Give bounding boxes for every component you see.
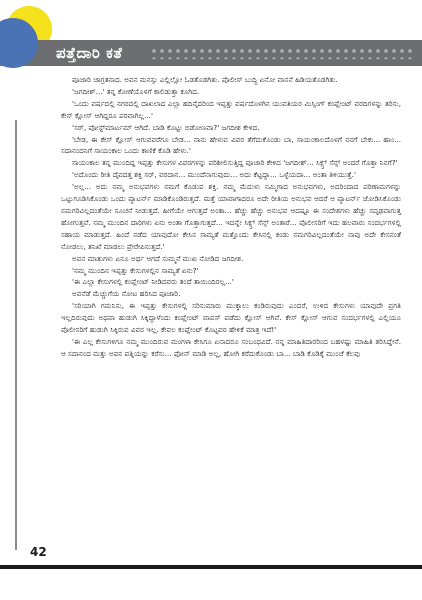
- paragraph: 'ಬೇಡ, ಈ ಕೇಸ್ ಕ್ಲೋಸ್ ಆಗುವವರೆಗೂ ಬೇಡ... ನಾನು ಹೇಳುವ ವಿವರ ತೆಗೆದುಕೊಂಡು ಬಾ, ಸಾಯಂಕಾಲದೊಳಗೆ ನನಗೆ ಬೇಕು... ಹಾಂ... ಸದಾನಂದನಿಗೆ ಸಾಯಂಕಾಲ ಒಂದು ಕಾಣಿಕೆ ಕೊಡಿ ಹೇಳು.': [61, 134, 401, 156]
- paragraph: ಸಾಯಂಕಾಲ ತನ್ನ ಮುಂದಿದ್ದ ಇಪ್ಪತ್ತು ಕೇಸುಗಳ ವಿವರಗಳನ್ನು ಪರಿಶೀಲಿಸುತ್ತಿದ್ದ ಪೂಜಾರಿ ಕೇಳಿದ 'ಜಗದೀಶ್... ಸಿಕ್ಸ್ತ್ ಸೆನ್ಸ್ ಅಂದರೆ ಗೊತ್ತಾ ನಿನಗೆ?': [72, 158, 398, 168]
- margin-rule: [15, 120, 17, 550]
- paragraph: 'ಜಗದೀಶ್...' ತನ್ನ ಕೋಣೆಯೊಳಗೆ ಕಾಲಿಡುತ್ತಾ ಕೂಗಿದ.: [72, 86, 200, 96]
- paragraph: 'ಒಂದು ವರ್ಷದಲ್ಲಿ ನಗರದಲ್ಲಿ ದಾಖಲಾದ ಎಲ್ಲಾ ಹದಿನೈದರಿಂದ ಇಪ್ಪತ್ತು ವರ್ಷದೊಳಗಿನ ಯುವತಿಯರ ಮಿಸ್ಸಿಂಗ್ ಕಂಪ್ಲೇಂಟ್ ವರದಿಗಳನ್ನು ತರಿಸು, ಕೇಸ್ ಕ್ಲೋಸ್ ಆಗಿದ್ದರೂ ಪರವಾಗಿಲ್ಲ...': [61, 98, 401, 120]
- paragraph: ಅವನ ಮಾತುಗಳು ಏನೂ ಅರ್ಥ ಆಗದೆ ಸುಮ್ಮನೆ ಮುಖ ನೋಡಿದ ಜಗದೀಶ.: [72, 253, 244, 263]
- paragraph: ಪೂಜಾರಿ ಜಾಗ್ರತನಾದ. ಅವನ ಮನಸ್ಸು ಎಲ್ಲಿಲ್ಲೋ ಓಡತೊಡಗಿತು. ಪೊಲೀಸ್ ಬುದ್ಧಿ ಏನೋ ವಾಸನೆ ಹಿಡಿಯತೊಡಗಿತು.: [72, 75, 338, 84]
- paragraph: 'ನಮ್ಮ ಮುಂದಿನ ಇಪ್ಪತ್ತು ಕೇಸುಗಳಲ್ಲಿನ ಸಾಮ್ಯತೆ ಏನು?': [72, 265, 199, 275]
- paragraph: 'ಅದೊಂದು ರೀತಿ ದೈವದತ್ತ ಶಕ್ತಿ ಸರ್, ವರದಾನ... ಮುಂದೆನಾಗುವುದು... ಅದು ಕೆಟ್ಟದ್ದಾ... ಒಳ್ಳೆಯದಾ... ಅಂತಾ ತಿಳಿಯುತ್ತೆ.': [72, 170, 356, 180]
- section-title: ಪತ್ತೆದಾರಿ ಕತೆ: [56, 44, 123, 62]
- paragraph: 'ಈ ಎಲ್ಲ ಕೇಸುಗಳಿಗೂ ನಮ್ಮ ಮುಂದಿರುವ ಮಂಗಳಾ ಕೇಸಿಗೂ ಏನಾದರೂ ಸಂಬಂಧವಿದೆ. ನನ್ನ ಮಾಹಿತಿದಾರರಿಂದ ಬಹಳಷ್ಟು ಮಾಹಿತಿ ತರಿಸಿದ್ದೇನೆ. ಆ ಸದಾನಂದ ಮತ್ತು ಅವನ ಪತ್ನಿಯನ್ನು ಕರೆಸು... ಫೋನ್ ಮಾಡಿ ಅಲ್ಲ, ಹೋಗಿ ಕರೆದುಕೊಂಡು ಬಾ... ಬಾಡಿ ಕೊಡಿಕ್ಕೆ ಮುಂಚೆ ಕೆಲವು: [61, 336, 401, 358]
- paragraph: ಅವನೆಡೆ ಮೆಚ್ಚುಗೆಯ ನೋಟ ಹರಿಸಿದ ಪೂಜಾರಿ.: [72, 289, 181, 299]
- paragraph: 'ಸರಿಯಾಗಿ ಗಮನಿಸು, ಈ ಇಪ್ಪತ್ತು ಕೇಸುಗಳಲ್ಲಿ ಸರಿಸುಮಾರು ಮುಕ್ಕಾಲು ಕಂಡಿರುವುದು ಎಂದರೆ, ಉಳಿದ ಕೇಸುಗಳು ಯಾವುದೇ ಪ್ರಗತಿ ಇಲ್ಲದಿರುವುದು ಅಥವಾ ಹುಡುಗಿ ಸಿಕ್ಕಿದ್ದಾಳೆಂದು ಕಂಪ್ಲೇಂಟ್ ವಾಪಸ್ ಪಡೆದು ಕ್ಲೋಸ್ ಆಗಿವೆ. ಕೇಸ್ ಕ್ಲೋಸ್ ಆಗುವ ಸಂದರ್ಭಗಳಲ್ಲಿ ಎಲ್ಲಿಯೂ ಪೊಲೀಸರಿಗೆ ಹುಡುಗಿ ಸಿಕ್ಕಿರುವ ವಿವರ ಇಲ್ಲ. ಕೇವಲ ಕಂಪ್ಲೇಂಟ್ ಕೊಟ್ಟವರ ಹೇಳಿಕೆ ಮಾತ್ರ ಇದೆ!': [61, 301, 401, 335]
- dotted-pattern-decoration: [150, 47, 416, 59]
- page-number: 42: [30, 545, 47, 559]
- footer-rule: [0, 565, 422, 569]
- story-text: [61, 74, 401, 360]
- paragraph: 'ಅಲ್ಲ... ಅದು ನಮ್ಮ ಅನುಭವಗಳು ನಮಗೆ ಕೊಡುವ ಶಕ್ತಿ. ನಮ್ಮ ಮೆದುಳು ನಮ್ಮಿಗಾದ ಅನುಭವಗಳು, ಅದರಿಂದಾದ ಪರಿಣಾಮಗಳನ್ನು ಒಟ್ಟುಗೂಡಿಸಿಕೊಂಡು ಒಂದು ಪ್ಯಾಟರ್ನ್ ಮಾಡಿಕೊಂಡಿರುತ್ತದೆ. ಮತ್ತೆ ಯಾವಾಗಾದರೂ ಅದೇ ರೀತಿಯ ಅನುಭವ ಆದರೆ ಆ ಪ್ಯಾಟರ್ನ್ ಜೋಡಿಸಿಕೊಂಡು ನಮಗರಿವಿಲ್ಲದಂತೆಯೇ ಸೂಚನೆ ನೀಡುತ್ತದೆ. ಹೀಗೆಯೇ ಆಗುತ್ತದೆ ಅಂತಾ... ಹೆಚ್ಚು ಹೆಚ್ಚು ಅನುಭವ ಆದಷ್ಟೂ ಈ ಸಂದೇಶಗಳು ಹೆಚ್ಚು ಸದೃಢವಾಗುತ್ತ ಹೋಗುತ್ತವೆ. ನಮ್ಮ ಮುಂದಿನ ದಾರಿಗಳು ಏನು ಅಂತಾ ಗೊತ್ತಾಗುತ್ತದೆ... ಇದನ್ನೇ ಸಿಕ್ಸ್ತ್ ಸೆನ್ಸ್ ಅಂತಾರೆ... ಪೊಲೀಸರಿಗೆ ಇದು ಹಲವಾರು ಸಂದರ್ಭಗಳಲ್ಲಿ ಸಹಾಯ ಮಾಡುತ್ತದೆ. ಹಿಂದೆ ನಡೆದ ಯಾವುದೋ ಕೇಸಿನ ಸಾಮ್ಯತೆ ಮತ್ತೊಂದು ಕೇಸಿನಲ್ಲಿ ಕಂಡು ನಮಗರಿವಿಲ್ಲದಂತೆಯೇ ನಾವು ಅದೇ ಕೇಸನಂತೆ ನೋಡಲು, ತನಿಖೆ ಮಾಡಲು ಪ್ರೇರೇಪಿಸುತ್ತದೆ.': [61, 182, 401, 251]
- paragraph: 'ಸರ್, ಪೋಸ್ಟ್‌ಮಾರ್ಟಮ್ ಆಗಿದೆ. ಬಾಡಿ ಕೊಟ್ಟು ಬಿಡೋಣವಾ?' ಜಗದೀಶ ಕೇಳಿದ.: [72, 122, 260, 132]
- paragraph: 'ಈ ಎಲ್ಲಾ ಕೇಸುಗಳಲ್ಲಿ ಕಂಪ್ಲೇಂಟ್ ನೀಡಿದವರು ತಂದೆ ತಾಯಿಂದಿರಲ್ಲ...': [72, 277, 234, 287]
